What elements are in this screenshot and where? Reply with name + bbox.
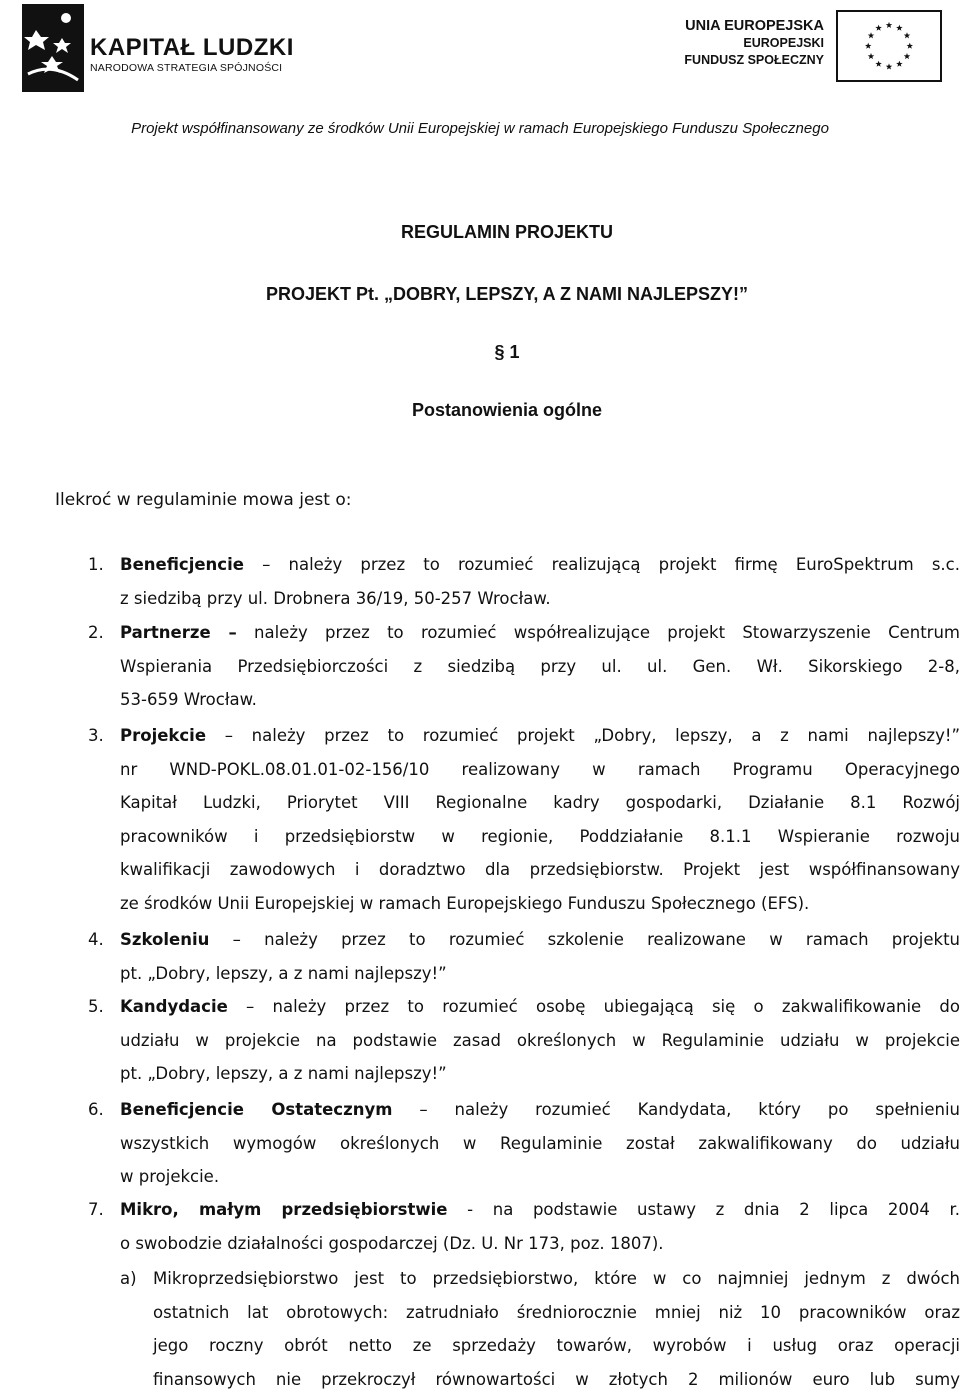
item-number: 6. — [88, 1093, 118, 1127]
item-line: 53-659 Wrocław. — [120, 683, 960, 717]
item-number: 2. — [88, 616, 118, 650]
item-text — [120, 548, 960, 615]
item-line-text: – należy przez to rozumieć realizującą projekt firmę EuroSpektrum s.c. — [262, 555, 960, 574]
item-term: Mikro, małym przedsiębiorstwie — [120, 1200, 447, 1219]
item-line — [120, 719, 960, 753]
page-header — [0, 0, 960, 110]
item-text — [120, 616, 960, 717]
eu-star-icon — [875, 25, 881, 31]
project-title: PROJEKT Pt. „DOBRY, LEPSZY, A Z NAMI NAJLEPSZY!” — [0, 284, 960, 305]
eu-logo-text — [684, 18, 824, 69]
item-term: Kandydacie — [120, 997, 228, 1016]
item-text — [120, 1093, 960, 1194]
sub-item-line: finansowych nie przekroczył równowartości w złotych 2 milionów euro lub sumy — [153, 1363, 960, 1396]
eu-flag-icon — [836, 10, 942, 82]
sub-item-line: ostatnich lat obrotowych: zatrudniało średniorocznie mniej niż 10 pracowników oraz — [153, 1296, 960, 1330]
item-line-text: – należy przez to rozumieć projekt „Dobry, lepszy, a z nami najlepszy!” — [225, 726, 960, 745]
item-number: 7. — [88, 1193, 118, 1227]
kapital-ludzki-subtitle: NARODOWA STRATEGIA SPÓJNOŚCI — [90, 62, 282, 74]
item-line: wszystkich wymogów określonych w Regulaminie został zakwalifikowany do udziału — [120, 1127, 960, 1161]
item-line — [120, 990, 960, 1024]
item-text — [120, 1193, 960, 1260]
item-line: pt. „Dobry, lepszy, a z nami najlepszy!” — [120, 1057, 960, 1091]
item-number: 1. — [88, 548, 118, 582]
item-line — [120, 1093, 960, 1127]
section-title: Postanowienia ogólne — [0, 400, 960, 421]
item-text — [120, 990, 960, 1091]
kapital-ludzki-title: KAPITAŁ LUDZKI — [90, 34, 294, 62]
item-line-text: - na podstawie ustawy z dnia 2 lipca 2004 r. — [467, 1200, 960, 1219]
sub-item-line: jego roczny obrót netto ze sprzedaży towarów, wyrobów i usług oraz operacji — [153, 1329, 960, 1363]
eu-star-icon — [875, 61, 881, 67]
item-term: Projekcie — [120, 726, 206, 745]
item-line: pt. „Dobry, lepszy, a z nami najlepszy!” — [120, 957, 960, 991]
item-line — [120, 923, 960, 957]
item-line: Wspierania Przedsiębiorczości z siedzibą przy ul. ul. Gen. Wł. Sikorskiego 2-8, — [120, 650, 960, 684]
item-line: udziału w projekcie na podstawie zasad określonych w Regulaminie udziału w projekcie — [120, 1024, 960, 1058]
item-line — [120, 548, 960, 582]
item-line-text: – należy przez to rozumieć szkolenie realizowane w ramach projektu — [233, 930, 960, 949]
item-line: nr WND-POKL.08.01.01-02-156/10 realizowany w ramach Programu Operacyjnego — [120, 753, 960, 787]
item-number: 5. — [88, 990, 118, 1024]
item-term: Szkoleniu — [120, 930, 209, 949]
eu-logo-line3: FUNDUSZ SPOŁECZNY — [684, 52, 824, 69]
item-term: Partnerze – — [120, 623, 237, 642]
sub-item-label: a) — [120, 1262, 137, 1296]
item-line: pracowników i przedsiębiorstw w regionie, Poddziałanie 8.1.1 Wspieranie rozwoju — [120, 820, 960, 854]
item-line-text: – należy rozumieć Kandydata, który po spełnieniu — [419, 1100, 960, 1119]
cofinance-note: Projekt współfinansowany ze środków Unii Europejskiej w ramach Europejskiego Funduszu Społecznego — [0, 120, 960, 137]
sub-item-line: Mikroprzedsiębiorstwo jest to przedsiębiorstwo, które w co najmniej jednym z dwóch — [153, 1262, 960, 1296]
kapital-ludzki-logo — [22, 4, 312, 94]
item-term: Beneficjencie — [120, 555, 244, 574]
eu-logo-line2: EUROPEJSKI — [684, 35, 824, 52]
kapital-ludzki-emblem-icon — [22, 4, 84, 92]
eu-star-icon — [907, 43, 913, 49]
item-line: Kapitał Ludzki, Priorytet VIII Regionalne kadry gospodarki, Działanie 8.1 Rozwój — [120, 786, 960, 820]
section-number: § 1 — [0, 342, 960, 363]
item-number: 3. — [88, 719, 118, 753]
eu-star-icon — [904, 53, 910, 59]
item-line — [120, 616, 960, 650]
eu-star-icon — [904, 32, 910, 38]
item-line: z siedzibą przy ul. Drobnera 36/19, 50-257 Wrocław. — [120, 582, 960, 616]
eu-logo — [680, 10, 942, 82]
item-line: ze środków Unii Europejskiej w ramach Europejskiego Funduszu Społecznego (EFS). — [120, 887, 960, 921]
item-line: kwalifikacji zawodowych i doradztwo dla przedsiębiorstw. Projekt jest współfinansowany — [120, 853, 960, 887]
eu-star-icon — [886, 22, 892, 28]
item-line — [120, 1193, 960, 1227]
item-text — [120, 923, 960, 990]
eu-star-icon — [886, 63, 892, 69]
item-line: o swobodzie działalności gospodarczej (Dz. U. Nr 173, poz. 1807). — [120, 1227, 960, 1261]
document-title: REGULAMIN PROJEKTU — [0, 222, 960, 243]
sub-item-text — [153, 1262, 960, 1396]
eu-logo-line1: UNIA EUROPEJSKA — [684, 18, 824, 35]
item-line-text: należy przez to rozumieć współrealizujące projekt Stowarzyszenie Centrum — [254, 623, 960, 642]
item-line-text: – należy przez to rozumieć osobę ubiegającą się o zakwalifikowanie do — [246, 997, 960, 1016]
intro-text: Ilekroć w regulaminie mowa jest o: — [55, 490, 351, 510]
eu-star-icon — [896, 61, 902, 67]
item-term: Beneficjencie Ostatecznym — [120, 1100, 392, 1119]
eu-star-icon — [896, 25, 902, 31]
item-text — [120, 719, 960, 920]
item-line: w projekcie. — [120, 1160, 960, 1194]
eu-star-icon — [865, 43, 871, 49]
eu-star-icon — [868, 53, 874, 59]
item-number: 4. — [88, 923, 118, 957]
eu-star-icon — [868, 32, 874, 38]
